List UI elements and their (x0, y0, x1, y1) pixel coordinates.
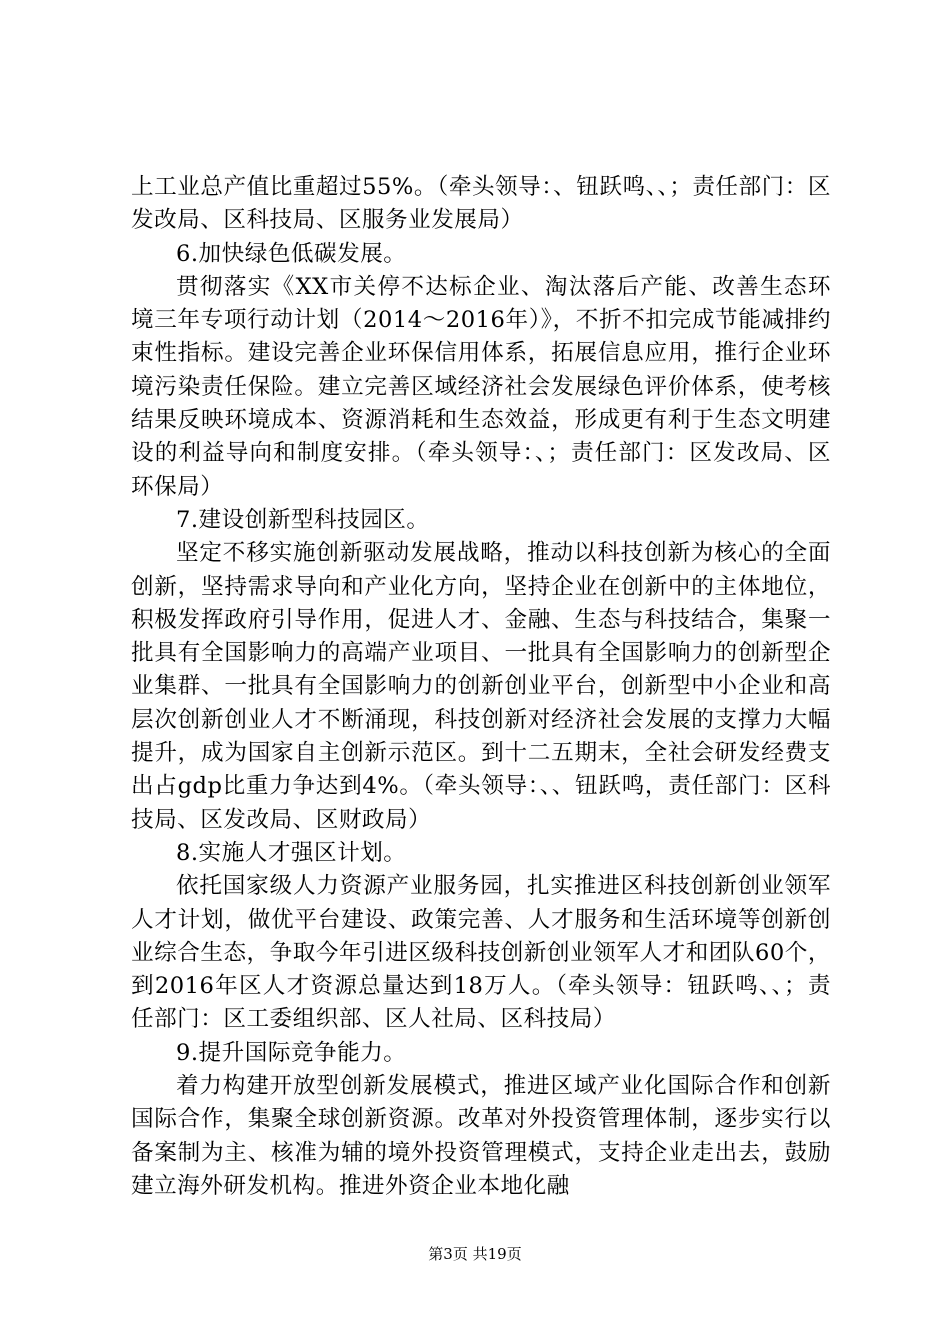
paragraph-international-competition: 着力构建开放型创新发展模式，推进区域产业化国际合作和创新国际合作，集聚全球创新资源。改革对外投资管理体制，逐步实行以备案制为主、核准为辅的境外投资管理模式，支持企业走出去，鼓励建立海外研发机构。推进外资企业本地化融 (131, 1073, 831, 1199)
section-heading-9: 9.提升国际竞争能力。 (176, 1039, 407, 1066)
section-heading-6: 6.加快绿色低碳发展。 (176, 240, 407, 267)
page-number-footer: 第3页 共19页 (428, 1245, 522, 1263)
section-heading-8: 8.实施人才强区计划。 (176, 839, 407, 866)
section-heading-7: 7.建设创新型科技园区。 (176, 506, 430, 533)
paragraph-green-development: 贯彻落实《XX市关停不达标企业、淘汰落后产能、改善生态环境三年专项行动计划（2014～2016年）》，不折不扣完成节能减排约束性指标。建设完善企业环保信用体系，拓展信息应用，推行企业环境污染责任保险。建立完善区域经济社会发展绿色评价体系，使考核结果反映环境成本、资源消耗和生态效益，形成更有利于生态文明建设的利益导向和制度安排。（牵头领导：、；责任部门：区发改局、区环保局） (131, 273, 831, 500)
paragraph-talent-plan: 依托国家级人力资源产业服务园，扎实推进区科技创新创业领军人才计划，做优平台建设、政策完善、人才服务和生活环境等创新创业综合生态，争取今年引进区级科技创新创业领军人才和团队60个，到2016年区人才资源总量达到18万人。（牵头领导：钮跃鸣、、；责任部门：区工委组织部、区人社局、区科技局） (131, 873, 831, 1033)
paragraph-innovation-park: 坚定不移实施创新驱动发展战略，推动以科技创新为核心的全面创新，坚持需求导向和产业化方向，坚持企业在创新中的主体地位，积极发挥政府引导作用，促进人才、金融、生态与科技结合，集聚一批具有全国影响力的高端产业项目、一批具有全国影响力的创新型企业集群、一批具有全国影响力的创新创业平台，创新型中小企业和高层次创新创业人才不断涌现，科技创新对经济社会发展的支撑力大幅提升，成为国家自主创新示范区。到十二五期末，全社会研发经费支出占gdp比重力争达到4%。（牵头领导：、、钮跃鸣，责任部门：区科技局、区发改局、区财政局） (131, 540, 831, 833)
document-body (131, 171, 831, 1203)
paragraph-continuation: 上工业总产值比重超过55%。（牵头领导：、钮跃鸣、、；责任部门：区发改局、区科技局、区服务业发展局） (131, 174, 831, 234)
